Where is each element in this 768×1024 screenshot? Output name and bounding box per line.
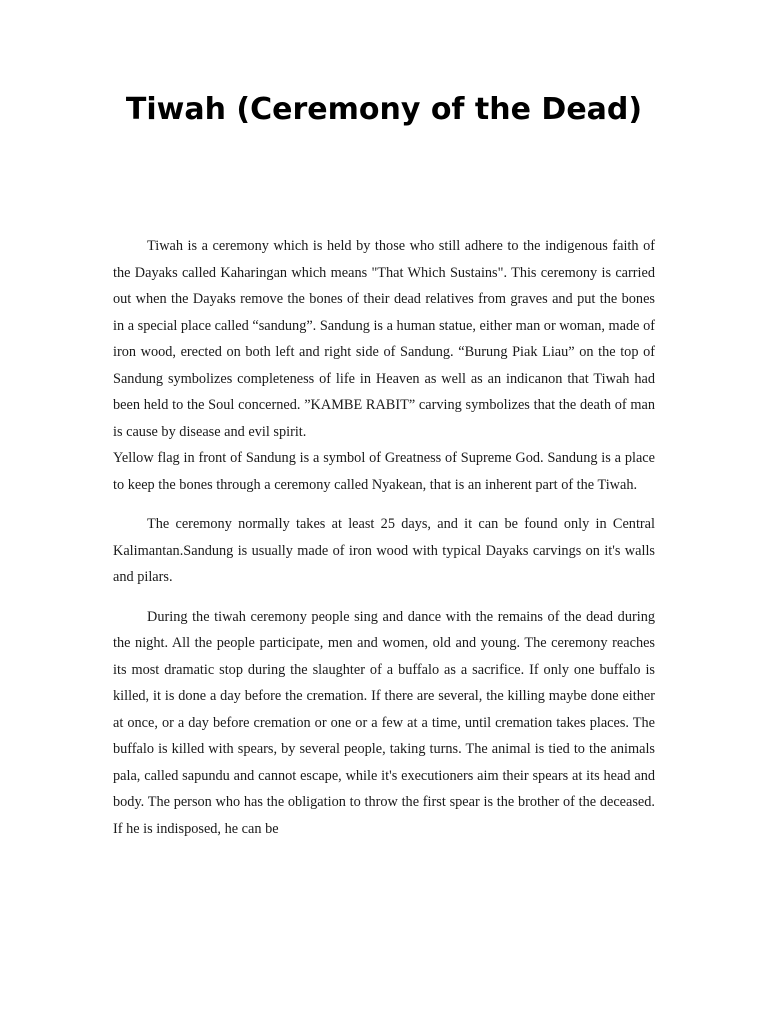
paragraph-4: During the tiwah ceremony people sing and dance with the remains of the dead during the night. All the people participate, men and women, old and young. The ceremony reaches its most dramatic stop during the slaughter of a buffalo as a sacrifice. If only one buffalo is killed, it is done a day before the cremation. If there are several, the killing maybe done either at once, or a day before cremation or one or a few at a time, until cremation takes places. The buffalo is killed with spears, by several people, taking turns. The animal is tied to the animals pala, called sapundu and cannot escape, while it's executioners aim their spears at its head and body. The person who has the obligation to throw the first spear is the brother of the deceased. If he is indisposed, he can be [113,608,655,837]
document-body [113,233,655,842]
paragraph-3: The ceremony normally takes at least 25 days, and it can be found only in Central Kalimantan.Sandung is usually made of iron wood with typical Dayaks carvings on it's walls and pilars. [113,516,655,585]
document-title: Tiwah (Ceremony of the Dead) [125,92,643,127]
paragraph-1: Tiwah is a ceremony which is held by those who still adhere to the indigenous faith of the Dayaks called Kaharingan which means "That Which Sustains". This ceremony is carried out when the Dayaks remove the bones of their dead relatives from graves and put the bones in a special place called “sandung”. Sandung is a human statue, either man or woman, made of iron wood, erected on both left and right side of Sandung. “Burung Piak Liau” on the top of Sandung symbolizes completeness of life in Heaven as well as an indicanon that Tiwah had been held to the Soul concerned. ”KAMBE RABIT” carving symbolizes that the death of man is cause by disease and evil spirit. [113,238,655,440]
paragraph-2: Yellow flag in front of Sandung is a symbol of Greatness of Supreme God. Sandung is a place to keep the bones through a ceremony called Nyakean, that is an inherent part of the Tiwah. [113,450,655,493]
